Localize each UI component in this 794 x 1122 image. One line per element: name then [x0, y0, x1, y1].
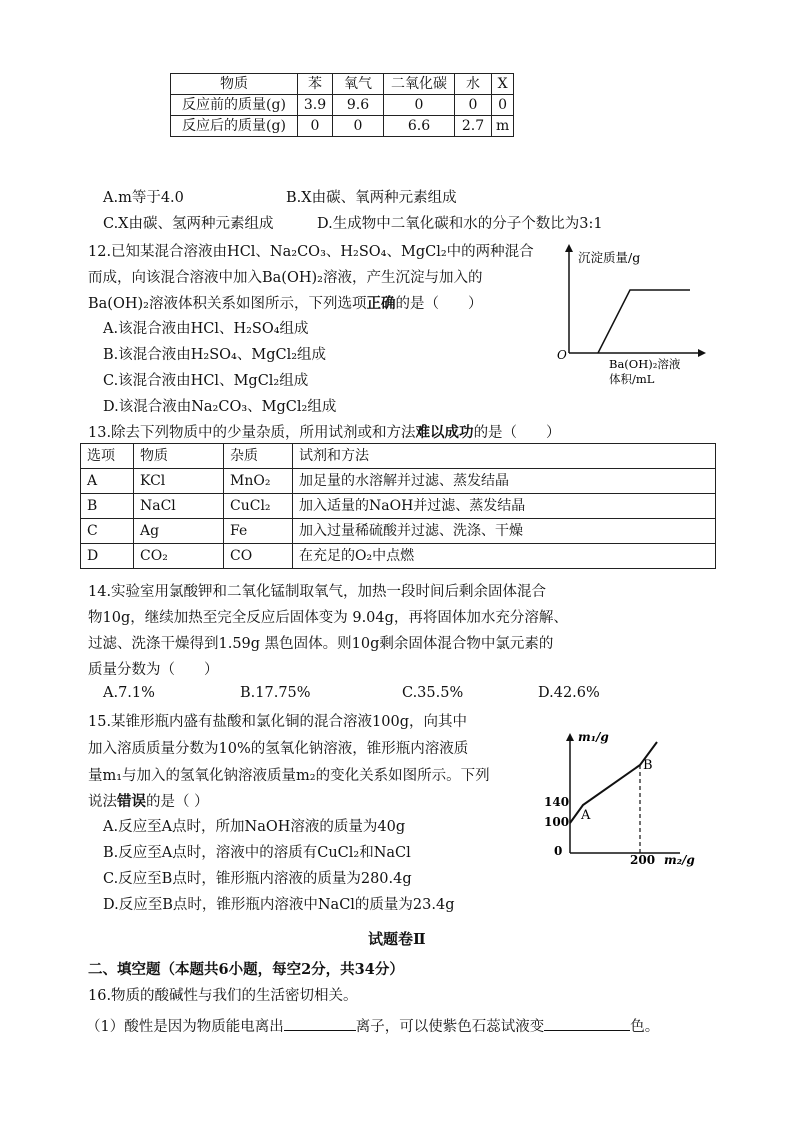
- q16-part1: [86, 1015, 659, 1036]
- x-axis-label: Ba(OH)₂溶液: [609, 357, 681, 371]
- q12-option-b: B.该混合液由H₂SO₄、MgCl₂组成: [103, 347, 327, 363]
- q12-stem-text: 的是（ ）: [395, 296, 483, 312]
- q12-option-c: C.该混合液由HCl、MgCl₂组成: [103, 373, 309, 389]
- q11-option-d: D.生成物中二氧化碳和水的分子个数比为3:1: [317, 216, 603, 232]
- x-axis-arrow: [698, 349, 706, 357]
- q15-stem-line2: 加入溶质质量分数为10%的氢氧化钠溶液，锥形瓶内溶液质: [88, 741, 469, 757]
- table-header-cell: 物质: [171, 74, 298, 95]
- table-cell: m: [492, 116, 514, 137]
- table-row: [171, 95, 514, 116]
- x-axis-label: 体积/mL: [609, 372, 655, 386]
- q12-precipitate-graph: [552, 242, 712, 392]
- table-cell: 9.6: [333, 95, 384, 116]
- table-row: [81, 519, 716, 544]
- table-row: [81, 494, 716, 519]
- table-header-row: [81, 444, 716, 469]
- table-cell: CO: [224, 544, 293, 569]
- table-cell: 加入适量的NaOH并过滤、蒸发结晶: [293, 494, 716, 519]
- q12-option-d: D.该混合液由Na₂CO₃、MgCl₂组成: [103, 399, 337, 415]
- q12-stem-line2: 而成，向该混合溶液中加入Ba(OH)₂溶液，产生沉淀与加入的: [88, 270, 483, 286]
- table-cell: 加足量的水溶解并过滤、蒸发结晶: [293, 469, 716, 494]
- q14-stem-line2: 物10g，继续加热至完全反应后固体变为 9.04g，再将固体加水充分溶解、: [88, 610, 568, 626]
- y-axis-arrow: [565, 244, 573, 252]
- table-cell: C: [81, 519, 134, 544]
- table-cell: Ag: [134, 519, 224, 544]
- table-row: [171, 116, 514, 137]
- table-cell: 0: [384, 95, 455, 116]
- table-header-cell: 试剂和方法: [293, 444, 716, 469]
- origin-label: O: [557, 348, 567, 362]
- table-header-cell: 苯: [298, 74, 333, 95]
- table-row: [81, 469, 716, 494]
- q14-stem-line3: 过滤、洗涤干燥得到1.59g 黑色固体。则10g剩余固体混合物中氯元素的: [88, 636, 554, 652]
- table-header-cell: 二氧化碳: [384, 74, 455, 95]
- q16-part1-text: （1）酸性是因为物质能电离出: [86, 1019, 284, 1035]
- reaction-mass-table: [170, 73, 514, 137]
- table-cell: 反应前的质量(g): [171, 95, 298, 116]
- y-axis-arrow: [566, 733, 574, 741]
- y-axis-label: m₁/g: [578, 730, 609, 744]
- table-cell: CO₂: [134, 544, 224, 569]
- q14-option-b: B.17.75%: [240, 685, 311, 701]
- precipitate-curve: [598, 290, 690, 353]
- q15-stem-text: 说法: [88, 794, 117, 810]
- q14-option-a: A.7.1%: [103, 685, 155, 701]
- table-header-row: [171, 74, 514, 95]
- q14-option-c: C.35.5%: [402, 685, 464, 701]
- q12-option-a: A.该混合液由HCl、H₂SO₄组成: [103, 321, 309, 337]
- x-axis-label: m₂/g: [664, 853, 695, 867]
- answer-blank[interactable]: [544, 1016, 630, 1031]
- table-header-cell: 杂质: [224, 444, 293, 469]
- table-header-cell: 氧气: [333, 74, 384, 95]
- q16-part1-text: 色。: [630, 1019, 660, 1035]
- table-cell: 6.6: [384, 116, 455, 137]
- q12-stem-line3: [88, 291, 482, 317]
- table-cell: 0: [492, 95, 514, 116]
- q15-stem-emphasis: 错误: [117, 793, 146, 810]
- table-cell: 反应后的质量(g): [171, 116, 298, 137]
- table-cell: A: [81, 469, 134, 494]
- q11-option-c: C.X由碳、氢两种元素组成: [103, 216, 274, 232]
- answer-blank[interactable]: [284, 1016, 356, 1031]
- x-tick-label: 200: [630, 853, 656, 867]
- q11-option-b: B.X由碳、氧两种元素组成: [286, 190, 457, 206]
- q15-stem-line1: 15.某锥形瓶内盛有盐酸和氯化铜的混合溶液100g，向其中: [88, 714, 468, 730]
- y-axis-label: 沉淀质量/g: [578, 250, 641, 265]
- q11-option-a: A.m等于4.0: [103, 190, 184, 206]
- q15-option-c: C.反应至B点时，锥形瓶内溶液的质量为280.4g: [103, 871, 412, 887]
- table-cell: CuCl₂: [224, 494, 293, 519]
- y-tick-label: 140: [544, 795, 570, 809]
- point-b-label: B: [643, 758, 653, 773]
- q15-option-d: D.反应至B点时，锥形瓶内溶液中NaCl的质量为23.4g: [103, 897, 455, 913]
- q14-stem-line4: 质量分数为（ ）: [88, 662, 219, 678]
- q15-stem-line3: 量m₁与加入的氢氧化钠溶液质量m₂的变化关系如图所示。下列: [88, 768, 490, 784]
- q12-stem-emphasis: 正确: [366, 295, 396, 312]
- q15-mass-graph: [540, 728, 700, 873]
- table-cell: 0: [333, 116, 384, 137]
- table-cell: 0: [455, 95, 492, 116]
- q14-option-d: D.42.6%: [538, 685, 600, 701]
- table-cell: 在充足的O₂中点燃: [293, 544, 716, 569]
- q15-stem-text: 的是（ ）: [146, 794, 209, 810]
- section-title: 试题卷Ⅱ: [368, 930, 426, 948]
- q14-stem-line1: 14.实验室用氯酸钾和二氧化锰制取氧气，加热一段时间后剩余固体混合: [88, 584, 547, 600]
- table-header-cell: 水: [455, 74, 492, 95]
- q15-option-a: A.反应至A点时，所加NaOH溶液的质量为40g: [103, 819, 406, 835]
- q15-option-b: B.反应至A点时，溶液中的溶质有CuCl₂和NaCl: [103, 845, 411, 861]
- origin-label: 0: [554, 844, 563, 858]
- table-row: [81, 544, 716, 569]
- section-heading: 二、填空题（本题共6小题，每空2分，共34分）: [88, 961, 404, 978]
- q13-stem-emphasis: 难以成功: [415, 424, 474, 441]
- q13-stem-text: 13.除去下列物质中的少量杂质，所用试剂或和方法: [88, 425, 416, 441]
- table-cell: 0: [298, 116, 333, 137]
- q13-stem-text: 的是（ ）: [473, 425, 561, 441]
- table-cell: 加入过量稀硫酸并过滤、洗涤、干燥: [293, 519, 716, 544]
- q16-part1-text: 离子，可以使紫色石蕊试液变: [355, 1019, 545, 1035]
- table-cell: D: [81, 544, 134, 569]
- q12-stem-text: Ba(OH)₂溶液体积关系如图所示，下列选项: [88, 296, 367, 312]
- table-header-cell: X: [492, 74, 514, 95]
- y-tick-label: 100: [544, 815, 570, 829]
- table-header-cell: 选项: [81, 444, 134, 469]
- point-a-label: A: [581, 808, 591, 823]
- impurity-table: [80, 443, 716, 569]
- table-cell: B: [81, 494, 134, 519]
- table-cell: KCl: [134, 469, 224, 494]
- table-cell: Fe: [224, 519, 293, 544]
- table-cell: 3.9: [298, 95, 333, 116]
- table-cell: MnO₂: [224, 469, 293, 494]
- q16-stem: 16.物质的酸碱性与我们的生活密切相关。: [88, 988, 358, 1004]
- q15-stem-line4: [88, 789, 209, 815]
- table-header-cell: 物质: [134, 444, 224, 469]
- q12-stem-line1: 12.已知某混合溶液由HCl、Na₂CO₃、H₂SO₄、MgCl₂中的两种混合: [88, 244, 534, 260]
- table-cell: 2.7: [455, 116, 492, 137]
- table-cell: NaCl: [134, 494, 224, 519]
